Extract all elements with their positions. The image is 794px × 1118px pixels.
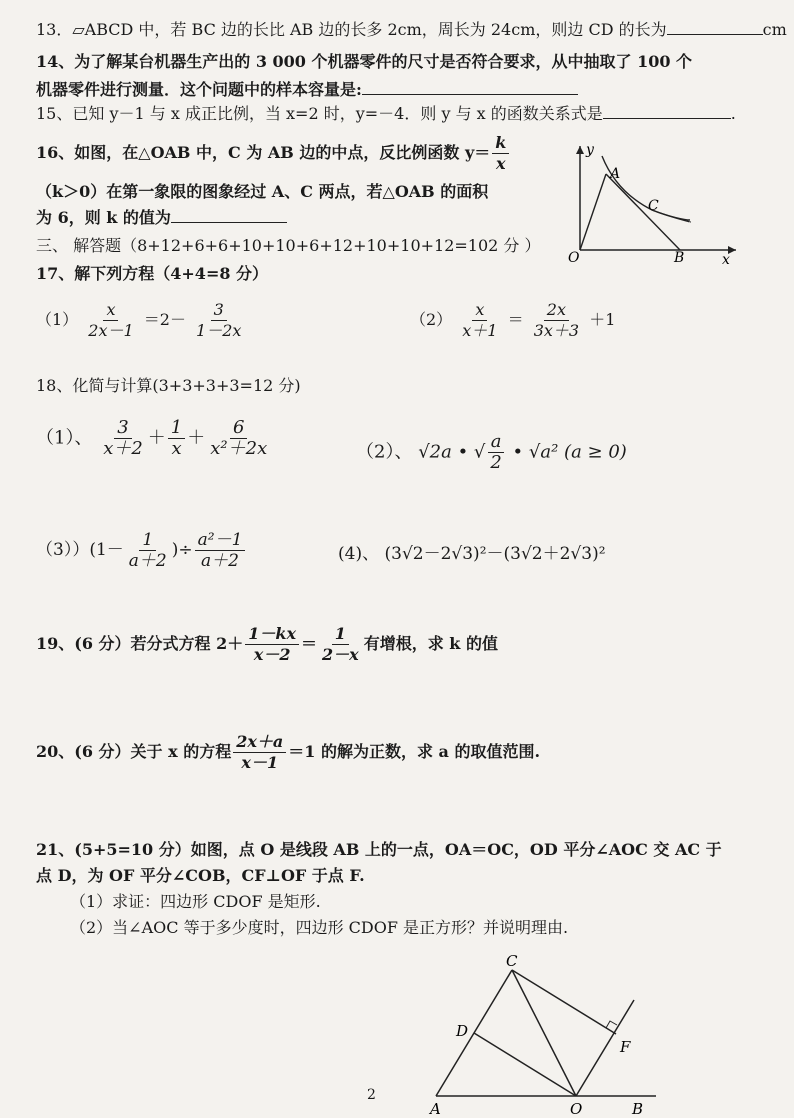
radical-expression: √2a bbox=[418, 441, 452, 463]
question-21-line-1: 21、(5+5=10 分）如图，点 O 是线段 AB 上的一点，OA＝OC，OD 平分∠AOC 交 AC 于 bbox=[36, 840, 722, 859]
section-3-heading: 三、 解答题（8+12+6+6+10+10+6+12+10+10+12=102 分 ） bbox=[36, 236, 541, 255]
figure-21-diagram bbox=[420, 950, 670, 1118]
question-18-title: 18、化简与计算(3+3+3+3=12 分) bbox=[36, 376, 301, 395]
denominator: 1－2x bbox=[196, 321, 242, 340]
fraction bbox=[233, 732, 286, 773]
denominator: x－2 bbox=[253, 645, 291, 664]
fraction bbox=[319, 624, 362, 665]
numerator: x bbox=[472, 300, 487, 321]
denominator: 3x＋3 bbox=[533, 321, 580, 340]
label-B: B bbox=[632, 1100, 644, 1118]
fraction bbox=[531, 300, 582, 341]
radical-expression: √a² bbox=[528, 441, 559, 463]
question-14-text: 机器零件进行测量．这个问题中的样本容量是: bbox=[36, 80, 362, 99]
denominator: 2－x bbox=[322, 645, 359, 664]
question-17-part-2 bbox=[410, 300, 615, 341]
question-16-line-3 bbox=[36, 208, 287, 228]
unit-label: cm bbox=[762, 20, 787, 39]
fraction bbox=[459, 300, 500, 341]
label-O: O bbox=[568, 250, 580, 266]
question-15-text: 15、已知 y－1 与 x 成正比例，当 x=2 时，y=－4．则 y 与 x 的函数关系式是 bbox=[36, 104, 603, 123]
label-A: A bbox=[610, 166, 621, 182]
numerator: x bbox=[103, 300, 118, 321]
question-19-text: 19、(6 分）若分式方程 2＋ bbox=[36, 634, 244, 653]
operator: ＝2－ bbox=[143, 310, 186, 329]
numerator: 3 bbox=[114, 418, 131, 439]
question-13 bbox=[36, 20, 787, 40]
numerator: 1 bbox=[139, 530, 156, 551]
numerator: 6 bbox=[230, 418, 247, 439]
operator: ＝ bbox=[301, 634, 318, 653]
question-17-title: 17、解下列方程（4+4=8 分） bbox=[36, 264, 269, 283]
fraction bbox=[193, 300, 244, 341]
numerator: k bbox=[492, 133, 509, 154]
denominator: x－1 bbox=[241, 753, 279, 772]
numerator: 2x bbox=[544, 300, 569, 321]
question-13-text: 13．▱ABCD 中，若 BC 边的长比 AB 边的长多 2cm，周长为 24cm，则边 CD 的长为 bbox=[36, 20, 667, 39]
label-y: y bbox=[586, 142, 594, 158]
label-C: C bbox=[506, 952, 518, 970]
part-tag: (4)、 bbox=[338, 544, 380, 564]
operator: ＋1 bbox=[589, 310, 616, 329]
question-21-sub-2: （2）当∠AOC 等于多少度时，四边形 CDOF 是正方形？并说明理由. bbox=[70, 918, 569, 937]
numerator: 1－kx bbox=[245, 624, 299, 645]
part-tag: （1） bbox=[36, 310, 79, 329]
fraction-k-over-x bbox=[492, 133, 509, 174]
question-20 bbox=[36, 732, 540, 773]
numerator: 3 bbox=[211, 300, 227, 321]
fraction bbox=[487, 432, 504, 473]
figure-16-graph bbox=[540, 140, 740, 266]
operator: )÷ bbox=[171, 540, 193, 560]
numerator: 1 bbox=[168, 418, 185, 439]
question-18-part-4 bbox=[338, 544, 606, 564]
question-14-line-1: 14、为了解某台机器生产出的 3 000 个机器零件的尺寸是否符合要求，从中抽取了 100 个 bbox=[36, 52, 693, 71]
question-15 bbox=[36, 104, 736, 124]
numerator: 2x＋a bbox=[233, 732, 286, 753]
question-18-part-3 bbox=[36, 530, 247, 571]
segment-AB bbox=[606, 174, 680, 250]
operator: ＝ bbox=[507, 310, 524, 329]
denominator: a＋2 bbox=[128, 551, 167, 571]
fraction bbox=[168, 418, 185, 459]
answer-blank bbox=[362, 80, 578, 95]
label-O: O bbox=[570, 1100, 583, 1118]
expression: (3√2－2√3)²－(3√2＋2√3)² bbox=[384, 544, 606, 564]
question-16-text: 16、如图，在△OAB 中，C 为 AB 边的中点，反比例函数 y＝ bbox=[36, 143, 491, 162]
question-21-sub-1: （1）求证：四边形 CDOF 是矩形. bbox=[70, 892, 321, 911]
label-B: B bbox=[674, 250, 685, 266]
label-x: x bbox=[722, 252, 730, 266]
part-tag: （3）） bbox=[36, 540, 90, 560]
label-F: F bbox=[620, 1038, 631, 1056]
denominator: a＋2 bbox=[201, 551, 239, 571]
denominator: 2 bbox=[490, 452, 502, 473]
denominator: x＋1 bbox=[462, 321, 498, 340]
label-A: A bbox=[430, 1100, 441, 1118]
fraction bbox=[126, 530, 170, 571]
part-tag: （2）、 bbox=[356, 441, 413, 463]
question-17-part-1 bbox=[36, 300, 246, 341]
part-tag: （2） bbox=[410, 310, 453, 329]
condition: (a ≥ 0) bbox=[564, 441, 627, 463]
numerator: a bbox=[488, 432, 505, 453]
question-20-text: ＝1 的解为正数，求 a 的取值范围. bbox=[288, 742, 541, 761]
question-18-part-1: （1）、 $\frac{3}{x+2}$ ＋ $\frac{1}{x}$ ＋ $\frac{6}{\text{x²＋2x}}$ bbox=[36, 418, 272, 459]
fraction bbox=[245, 624, 299, 665]
answer-blank bbox=[667, 20, 763, 35]
fraction bbox=[195, 530, 246, 571]
answer-blank bbox=[171, 208, 287, 223]
question-21-line-2: 点 D，为 OF 平分∠COB，CF⊥OF 于点 F. bbox=[36, 866, 365, 885]
operator: (1－ bbox=[89, 540, 124, 560]
denominator: x bbox=[496, 154, 506, 173]
question-19 bbox=[36, 624, 498, 665]
question-18-part-2: （2）、 √2a • √ $\frac{a}{2}$ • √a² (a ≥ 0) bbox=[356, 431, 627, 473]
numerator: 1 bbox=[332, 624, 349, 645]
label-C: C bbox=[648, 198, 659, 214]
question-16-line-1 bbox=[36, 133, 511, 174]
question-16-line-2: （k＞0）在第一象限的图象经过 A、C 两点，若△OAB 的面积 bbox=[36, 182, 489, 201]
denominator: 2x－1 bbox=[88, 321, 134, 340]
denominator: x bbox=[171, 438, 182, 459]
label-D: D bbox=[456, 1022, 469, 1040]
numerator: a²－1 bbox=[195, 530, 246, 551]
part-tag: （1）、 bbox=[36, 427, 93, 449]
y-axis-arrow bbox=[576, 146, 584, 154]
question-14-line-2 bbox=[36, 80, 578, 100]
question-19-text: 有增根，求 k 的值 bbox=[363, 634, 498, 653]
right-angle-mark bbox=[606, 1021, 617, 1028]
fraction bbox=[100, 418, 146, 459]
segment-OA bbox=[580, 174, 606, 250]
question-16-text: 为 6，则 k 的值为 bbox=[36, 208, 171, 227]
period: . bbox=[730, 104, 736, 123]
question-20-text: 20、(6 分）关于 x 的方程 bbox=[36, 742, 232, 761]
denominator: x＋2 bbox=[103, 438, 143, 459]
denominator: x²＋2x bbox=[210, 438, 268, 459]
fraction bbox=[85, 300, 136, 341]
answer-blank bbox=[603, 104, 731, 119]
page-number: 2 bbox=[367, 1087, 376, 1103]
fraction bbox=[207, 418, 270, 459]
